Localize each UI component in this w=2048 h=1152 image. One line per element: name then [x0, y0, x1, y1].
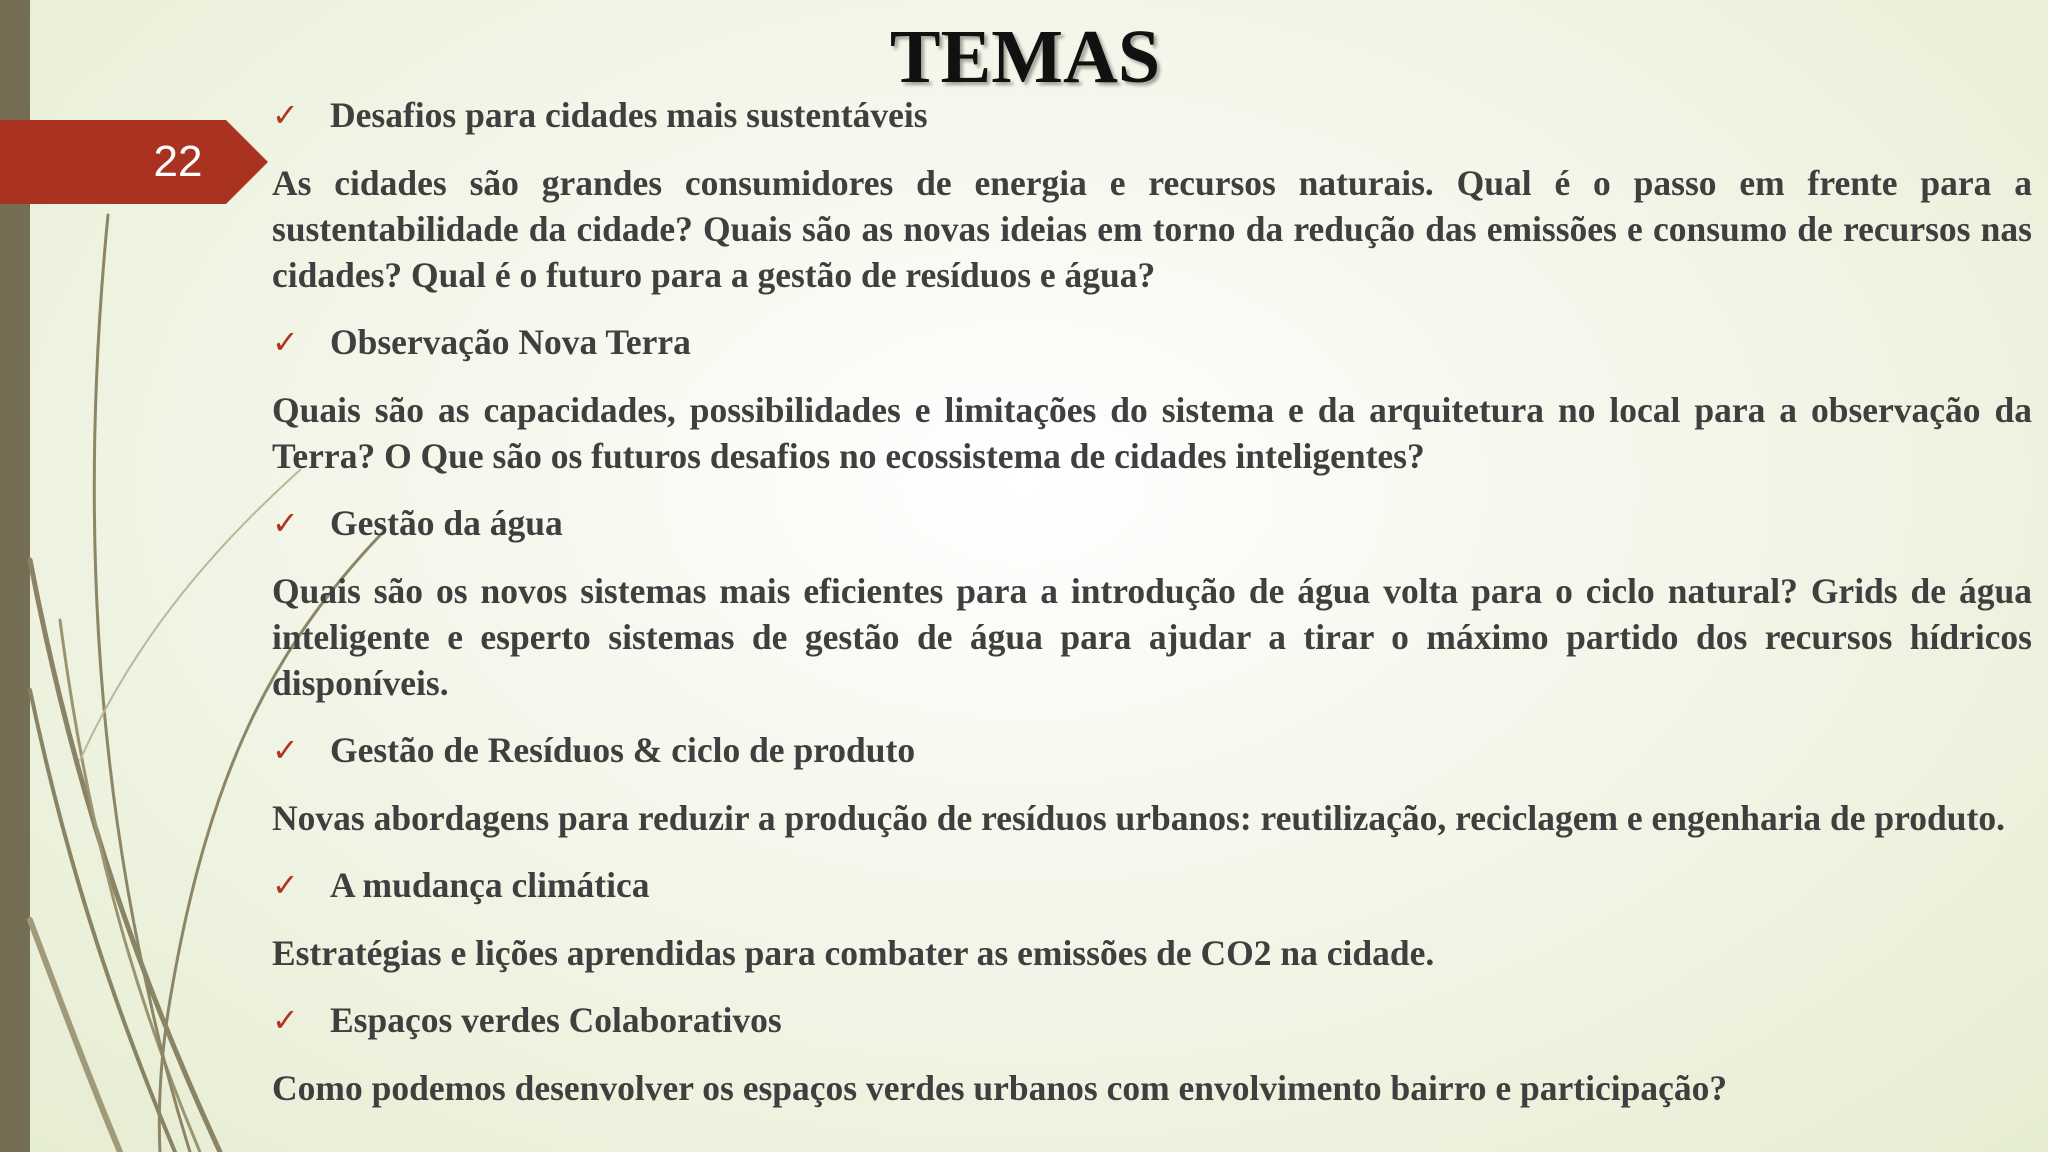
topic-description: Quais são as capacidades, possibilidades e limitações do sistema e da arquitetura no local para a observação da Terra? O Que são os futuros desafios no ecossistema de cidades inteligentes?	[272, 390, 2032, 476]
topic-heading-text: Gestão da água	[330, 503, 563, 543]
slide-number: 22	[153, 137, 203, 186]
topic-description: As cidades são grandes consumidores de energia e recursos naturais. Qual é o passo em frente para a sustentabilidade da cidade? Quais são as novas ideias em torno da redução das emissões e consumo de recursos nas cidades? Qual é o futuro para a gestão de resíduos e água?	[272, 163, 2032, 295]
topic-heading	[272, 997, 2032, 1043]
swoosh-line	[30, 920, 120, 1152]
topics-list	[272, 92, 2032, 1111]
topic-heading	[272, 727, 2032, 773]
topic-description: Quais são os novos sistemas mais eficientes para a introdução de água volta para o ciclo natural? Grids de água inteligente e esperto sistemas de gestão de água para ajudar a tirar o máximo partido dos recursos hídricos disponíveis.	[272, 571, 2032, 703]
topic-description: Novas abordagens para reduzir a produção de resíduos urbanos: reutilização, reciclagem e engenharia de produto.	[272, 798, 2005, 838]
topic-heading	[272, 862, 2032, 908]
swoosh-line	[30, 690, 175, 1152]
swoosh-line	[60, 620, 200, 1152]
topic-heading	[272, 319, 2032, 365]
topic-heading-text: Observação Nova Terra	[330, 322, 691, 362]
slide-title-text: TEMAS	[889, 15, 1161, 99]
swoosh-line	[30, 560, 220, 1152]
checkmark-icon: ✓	[272, 96, 299, 134]
checkmark-icon: ✓	[272, 1001, 299, 1039]
swoosh-line	[80, 470, 300, 760]
topic-heading-text: Desafios para cidades mais sustentáveis	[330, 95, 928, 135]
topic-description: Como podemos desenvolver os espaços verdes urbanos com envolvimento bairro e participação?	[272, 1068, 1728, 1108]
topic-heading	[272, 500, 2032, 546]
swoosh-line	[94, 215, 190, 1152]
topic-heading-text: Gestão de Resíduos & ciclo de produto	[330, 730, 916, 770]
topic-heading	[272, 92, 2032, 138]
topic-heading-text: Espaços verdes Colaborativos	[330, 1000, 782, 1040]
checkmark-icon: ✓	[272, 731, 299, 769]
topic-heading-text: A mudança climática	[330, 865, 650, 905]
slide-title	[0, 14, 2048, 100]
checkmark-icon: ✓	[272, 323, 299, 361]
checkmark-icon: ✓	[272, 504, 299, 542]
topic-description: Estratégias e lições aprendidas para combater as emissões de CO2 na cidade.	[272, 933, 1435, 973]
checkmark-icon: ✓	[272, 866, 299, 904]
